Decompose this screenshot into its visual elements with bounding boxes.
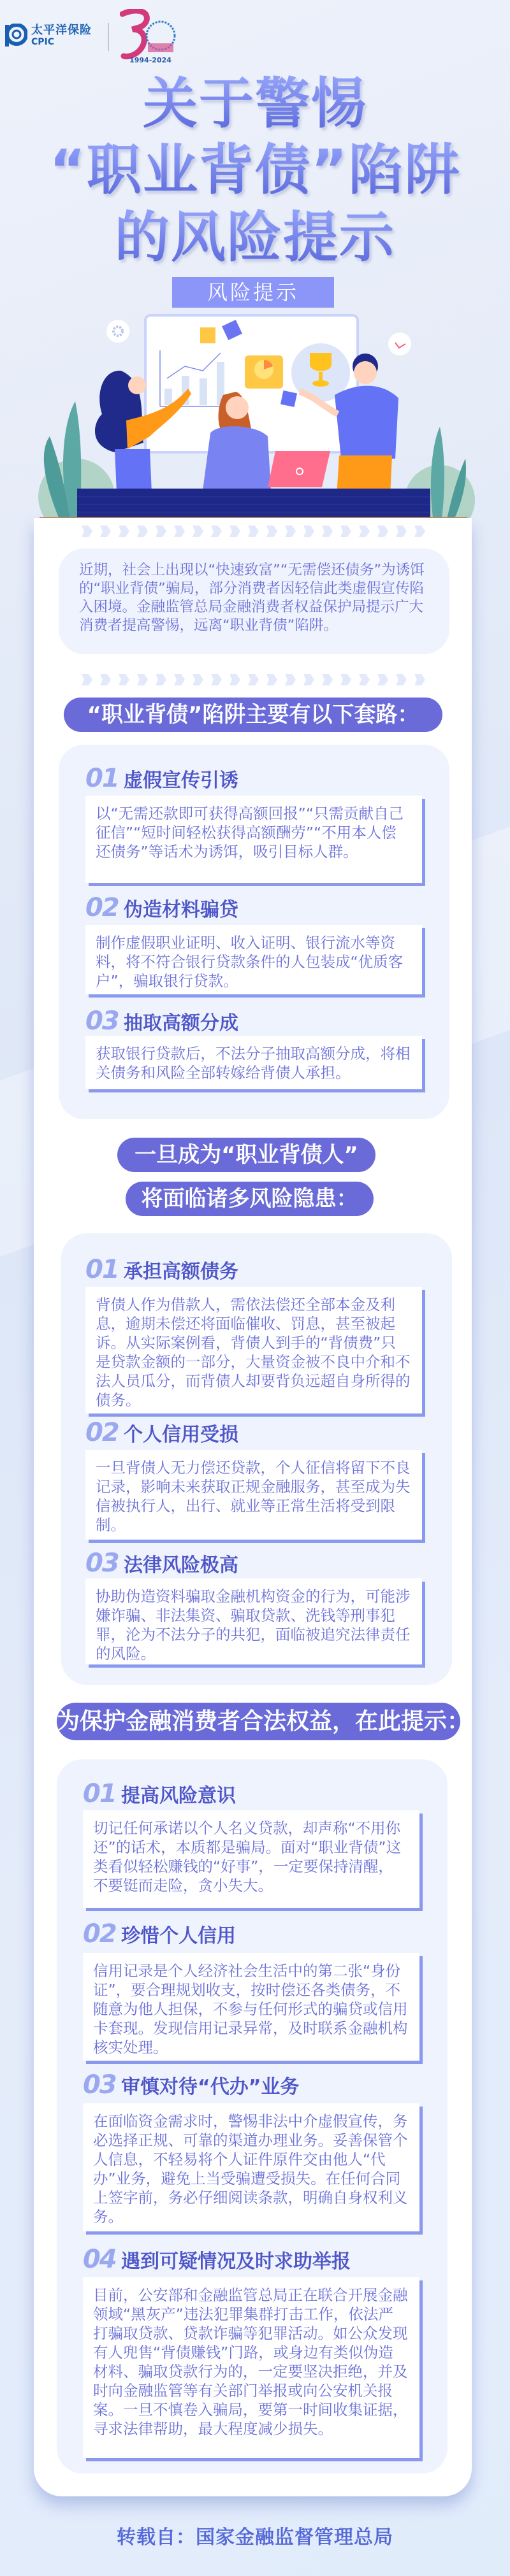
risk-text-1: 背债人作为借款人，需依法偿还全部本金及利息，逾期未偿还将面临催收、罚息，甚至被起诉。从实际案例看，背债人到手的“背债费”只是贷款金额的一部分，大量资金被不良中介和不法人员瓜分，而背债人却要背负远超自身所得的债务。 bbox=[85, 1287, 422, 1413]
tip-heading-3 bbox=[83, 2070, 300, 2100]
item-title: 伪造材料骗贷 bbox=[124, 899, 238, 921]
section-heading-tips: 为保护金融消费者合法权益，在此提示： bbox=[57, 1703, 460, 1740]
laptop-icon bbox=[268, 451, 330, 487]
source-credit: 转载自：国家金融监督管理总局 bbox=[117, 2526, 393, 2549]
trick-heading-1 bbox=[85, 764, 238, 793]
item-title: 法律风险极高 bbox=[124, 1554, 238, 1577]
cpic-brand bbox=[4, 24, 92, 48]
item-number: 04 bbox=[83, 2245, 116, 2274]
cpic-logo-icon bbox=[4, 24, 27, 48]
title-line-1: 关于警惕 bbox=[0, 75, 510, 132]
sticky-note bbox=[200, 327, 215, 343]
item-title: 承担高额债务 bbox=[124, 1261, 238, 1283]
pie-chart-card bbox=[245, 355, 283, 389]
item-title: 虚假宣传引诱 bbox=[124, 769, 238, 792]
trick-text-2: 制作虚假职业证明、收入证明、银行流水等资料，将不符合银行贷款条件的人包装成“优质客户”，骗取银行贷款。 bbox=[85, 925, 422, 994]
item-number: 03 bbox=[85, 1549, 119, 1578]
check-bubble-icon bbox=[388, 333, 411, 355]
title-line-3: 的风险提示 bbox=[0, 209, 510, 266]
item-title: 抽取高额分成 bbox=[124, 1012, 238, 1034]
risk-heading-2 bbox=[85, 1418, 238, 1447]
item-title: 遇到可疑情况及时求助举报 bbox=[121, 2250, 351, 2273]
item-title: 个人信用受损 bbox=[124, 1424, 238, 1446]
risk-heading-3 bbox=[85, 1549, 238, 1578]
brand-en: CPIC bbox=[31, 37, 55, 47]
decorative-dots bbox=[80, 674, 427, 685]
title-line-2: “职业背债”陷阱 bbox=[0, 141, 510, 199]
item-number: 01 bbox=[85, 1255, 119, 1284]
item-number: 02 bbox=[85, 1418, 119, 1447]
risk-heading-1 bbox=[85, 1255, 238, 1284]
item-number: 02 bbox=[83, 1919, 116, 1949]
risk-text-3: 协助伪造资料骗取金融机构资金的行为，可能涉嫌诈骗、非法集资、骗取贷款、洗钱等刑事犯罪，沦为不法分子的共犯，面临被追究法律责任的风险。 bbox=[85, 1578, 422, 1664]
brand-name: 太平洋保险 bbox=[31, 24, 92, 37]
tip-text-3: 在面临资金需求时，警惕非法中介虚假宣传，务必选择正规、可靠的渠道办理业务。妥善保管个人信息，不轻易将个人证件原件交由他人“代办”业务，避免上当受骗遭受损失。在任何合同上签字前，务必仔细阅读条款，明确自身权利义务。 bbox=[83, 2103, 419, 2231]
section-heading-risks-2: 将面临诸多风险隐患： bbox=[126, 1182, 374, 1216]
item-title: 提高风险意识 bbox=[121, 1785, 236, 1807]
tip-heading-1 bbox=[83, 1779, 236, 1808]
risk-tag: 风险提示 bbox=[172, 277, 334, 308]
anniversary-years: 1994-2024 bbox=[129, 56, 171, 64]
risk-text-2: 一旦背债人无力偿还贷款，个人征信将留下不良记录，影响未来获取正规金融服务，甚至成为失信被执行人，出行、就业等正常生活将受到限制。 bbox=[85, 1450, 422, 1540]
item-title: 珍惜个人信用 bbox=[121, 1925, 236, 1947]
item-title: 审慎对待“代办”业务 bbox=[121, 2076, 300, 2098]
trick-text-1: 以“无需还款即可获得高额回报”“只需贡献自己征信”“短时间轻松获得高额酬劳”“不用本人偿还债务”等话术为诱饵，吸引目标人群。 bbox=[85, 796, 422, 883]
trick-heading-3 bbox=[85, 1006, 238, 1036]
intro-text: 近期，社会上出现以“快速致富”“无需偿还债务”为诱饵的“职业背债”骗局，部分消费者因轻信此类虚假宣传陷入困境。金融监管总局金融消费者权益保护局提示广大消费者提高警惕，远离“职业背债”陷阱。 bbox=[59, 548, 449, 654]
tip-text-4: 目前，公安部和金融监管总局正在联合开展金融领域“黑灰产”违法犯罪集群打击工作，依法严打骗取贷款、贷款诈骗等犯罪活动。如公众发现有人兜售“背债赚钱”门路，或身边有类似伪造材料、骗取贷款行为的，一定要坚决拒绝，并及时向金融监管等有关部门举报或向公安机关报案。一旦不慎卷入骗局，要第一时间收集证据，寻求法律帮助，最大程度减少损失。 bbox=[83, 2277, 419, 2458]
tip-text-1: 切记任何承诺以个人名义贷款，却声称“不用你还”的话术，本质都是骗局。面对“职业背债”这类看似轻松赚钱的“好事”，一定要保持清醒，不要铤而走险，贪小失大。 bbox=[83, 1810, 419, 1908]
section-heading-tricks: “职业背债”陷阱主要有以下套路： bbox=[64, 698, 442, 732]
item-number: 02 bbox=[85, 893, 119, 922]
tip-heading-4 bbox=[83, 2245, 351, 2274]
header-divider bbox=[108, 23, 109, 51]
item-number: 01 bbox=[85, 764, 119, 793]
gear-bubble-icon bbox=[106, 320, 129, 343]
anniversary-30-icon bbox=[120, 9, 180, 64]
office-illustration bbox=[0, 312, 510, 522]
item-number: 03 bbox=[85, 1006, 119, 1036]
tip-text-2: 信用记录是个人经济社会生活中的第二张“身份证”，要合理规划收支，按时偿还各类债务，不随意为他人担保，不参与任何形式的骗贷或信用卡套现。发现信用记录异常，及时联系金融机构核实处理。 bbox=[83, 1953, 419, 2061]
anniversary-logo bbox=[120, 9, 180, 64]
decorative-dots bbox=[80, 526, 427, 537]
tip-heading-2 bbox=[83, 1919, 236, 1949]
section-heading-risks-1: 一旦成为“职业背债人” bbox=[117, 1138, 375, 1172]
trick-heading-2 bbox=[85, 893, 238, 922]
item-number: 03 bbox=[83, 2070, 116, 2100]
trick-text-3: 获取银行贷款后，不法分子抽取高额分成，将相关债务和风险全部转嫁给背债人承担。 bbox=[85, 1036, 422, 1089]
item-number: 01 bbox=[83, 1779, 116, 1808]
desk bbox=[40, 489, 467, 520]
